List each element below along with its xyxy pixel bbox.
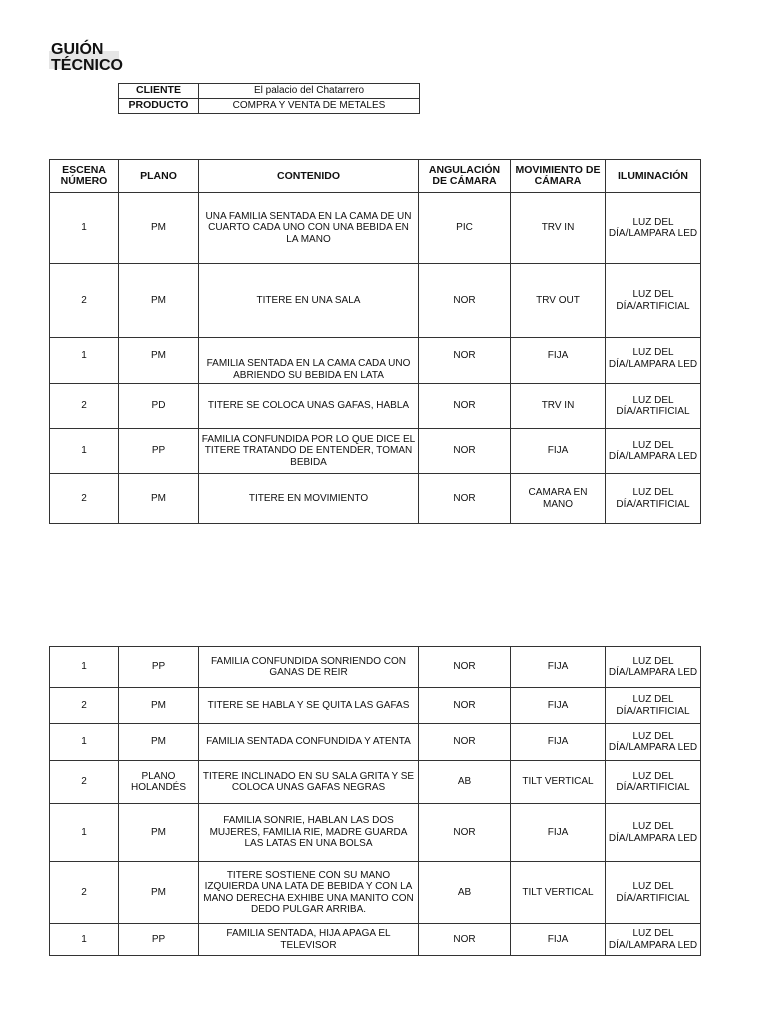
cliente-label: CLIENTE (119, 84, 199, 99)
header-plano: PLANO (119, 160, 199, 193)
cell-angulacion: NOR (419, 338, 511, 384)
header-escena: ESCENA NÚMERO (50, 160, 119, 193)
cell-plano: PM (119, 474, 199, 524)
cell-contenido: FAMILIA SONRIE, HABLAN LAS DOS MUJERES, FAMILIA RIE, MADRE GUARDA LAS LATAS EN UNA BOLSA (199, 804, 419, 862)
cell-angulacion: AB (419, 761, 511, 804)
producto-value: COMPRA Y VENTA DE METALES (199, 99, 420, 114)
cell-angulacion: NOR (419, 647, 511, 688)
cell-movimiento: FIJA (511, 924, 606, 956)
table-row (50, 384, 701, 429)
cell-angulacion: NOR (419, 924, 511, 956)
cell-escena: 1 (50, 724, 119, 761)
cell-iluminacion: LUZ DEL DÍA/LAMPARA LED (606, 804, 701, 862)
cell-plano: PLANO HOLANDÉS (119, 761, 199, 804)
client-info-table (118, 83, 420, 114)
header-contenido: CONTENIDO (199, 160, 419, 193)
header-row (50, 160, 701, 193)
cell-iluminacion: LUZ DEL DÍA/ARTIFICIAL (606, 384, 701, 429)
cell-iluminacion: LUZ DEL DÍA/ARTIFICIAL (606, 761, 701, 804)
cell-escena: 2 (50, 862, 119, 924)
cell-iluminacion: LUZ DEL DÍA/LAMPARA LED (606, 429, 701, 474)
table-row (50, 429, 701, 474)
cell-angulacion: PIC (419, 193, 511, 264)
cell-movimiento: FIJA (511, 804, 606, 862)
cell-plano: PM (119, 862, 199, 924)
cell-plano: PM (119, 193, 199, 264)
table-row (50, 193, 701, 264)
cell-movimiento: TILT VERTICAL (511, 862, 606, 924)
cell-contenido: TITERE EN UNA SALA (199, 264, 419, 338)
cell-escena: 1 (50, 429, 119, 474)
cell-iluminacion: LUZ DEL DÍA/ARTIFICIAL (606, 474, 701, 524)
cell-contenido: TITERE INCLINADO EN SU SALA GRITA Y SE COLOCA UNAS GAFAS NEGRAS (199, 761, 419, 804)
table-row (50, 862, 701, 924)
cell-plano: PM (119, 338, 199, 384)
cell-contenido: TITERE SOSTIENE CON SU MANO IZQUIERDA UNA LATA DE BEBIDA Y CON LA MANO DERECHA EXHIBE UNA MANITO CON DEDO PULGAR ARRIBA. (199, 862, 419, 924)
cliente-value: El palacio del Chatarrero (199, 84, 420, 99)
cell-escena: 1 (50, 193, 119, 264)
cell-escena: 2 (50, 384, 119, 429)
table-row (50, 688, 701, 724)
table-row (50, 264, 701, 338)
cell-plano: PP (119, 924, 199, 956)
cell-escena: 1 (50, 804, 119, 862)
cell-angulacion: NOR (419, 429, 511, 474)
cell-escena: 1 (50, 924, 119, 956)
table-row (50, 474, 701, 524)
table-row (50, 804, 701, 862)
cell-angulacion: NOR (419, 804, 511, 862)
header-movimiento: MOVIMIENTO DE CÁMARA (511, 160, 606, 193)
cell-movimiento: TRV IN (511, 193, 606, 264)
cell-plano: PM (119, 264, 199, 338)
product-row (119, 99, 420, 114)
document-title-text: GUIÓN TÉCNICO (51, 41, 123, 74)
cell-plano: PD (119, 384, 199, 429)
cell-angulacion: NOR (419, 724, 511, 761)
table-row (50, 647, 701, 688)
cell-iluminacion: LUZ DEL DÍA/LAMPARA LED (606, 193, 701, 264)
cell-movimiento: TRV IN (511, 384, 606, 429)
scene-table-1 (49, 159, 701, 524)
cell-movimiento: FIJA (511, 688, 606, 724)
table-row (50, 761, 701, 804)
cell-angulacion: AB (419, 862, 511, 924)
cell-iluminacion: LUZ DEL DÍA/LAMPARA LED (606, 647, 701, 688)
cell-iluminacion: LUZ DEL DÍA/ARTIFICIAL (606, 264, 701, 338)
cell-plano: PP (119, 429, 199, 474)
cell-contenido: FAMILIA SENTADA CONFUNDIDA Y ATENTA (199, 724, 419, 761)
cell-iluminacion: LUZ DEL DÍA/ARTIFICIAL (606, 688, 701, 724)
header-iluminacion: ILUMINACIÓN (606, 160, 701, 193)
cell-plano: PM (119, 804, 199, 862)
cell-movimiento: FIJA (511, 647, 606, 688)
table-row (50, 338, 701, 384)
table-row (50, 924, 701, 956)
header-angulacion: ANGULACIÓN DE CÁMARA (419, 160, 511, 193)
cell-escena: 2 (50, 688, 119, 724)
cell-escena: 2 (50, 761, 119, 804)
cell-contenido: TITERE SE COLOCA UNAS GAFAS, HABLA (199, 384, 419, 429)
client-row (119, 84, 420, 99)
cell-angulacion: NOR (419, 384, 511, 429)
cell-plano: PM (119, 724, 199, 761)
cell-escena: 2 (50, 474, 119, 524)
cell-contenido: TITERE SE HABLA Y SE QUITA LAS GAFAS (199, 688, 419, 724)
cell-movimiento: TRV OUT (511, 264, 606, 338)
cell-escena: 1 (50, 647, 119, 688)
cell-angulacion: NOR (419, 688, 511, 724)
cell-escena: 2 (50, 264, 119, 338)
cell-escena: 1 (50, 338, 119, 384)
cell-iluminacion: LUZ DEL DÍA/LAMPARA LED (606, 338, 701, 384)
scene-table-2 (49, 646, 701, 956)
cell-contenido: FAMILIA CONFUNDIDA POR LO QUE DICE EL TITERE TRATANDO DE ENTENDER, TOMAN BEBIDA (199, 429, 419, 474)
cell-angulacion: NOR (419, 474, 511, 524)
cell-movimiento: CAMARA EN MANO (511, 474, 606, 524)
cell-iluminacion: LUZ DEL DÍA/LAMPARA LED (606, 924, 701, 956)
cell-movimiento: FIJA (511, 338, 606, 384)
cell-iluminacion: LUZ DEL DÍA/ARTIFICIAL (606, 862, 701, 924)
cell-contenido: FAMILIA CONFUNDIDA SONRIENDO CON GANAS DE REIR (199, 647, 419, 688)
cell-iluminacion: LUZ DEL DÍA/LAMPARA LED (606, 724, 701, 761)
cell-plano: PM (119, 688, 199, 724)
cell-movimiento: FIJA (511, 429, 606, 474)
table-row (50, 724, 701, 761)
cell-contenido: TITERE EN MOVIMIENTO (199, 474, 419, 524)
cell-contenido: FAMILIA SENTADA, HIJA APAGA EL TELEVISOR (199, 924, 419, 956)
cell-movimiento: TILT VERTICAL (511, 761, 606, 804)
cell-movimiento: FIJA (511, 724, 606, 761)
cell-angulacion: NOR (419, 264, 511, 338)
cell-contenido: FAMILIA SENTADA EN LA CAMA CADA UNO ABRIENDO SU BEBIDA EN LATA (199, 338, 419, 384)
cell-plano: PP (119, 647, 199, 688)
cell-contenido: UNA FAMILIA SENTADA EN LA CAMA DE UN CUARTO CADA UNO CON UNA BEBIDA EN LA MANO (199, 193, 419, 264)
producto-label: PRODUCTO (119, 99, 199, 114)
document-title (49, 41, 123, 74)
